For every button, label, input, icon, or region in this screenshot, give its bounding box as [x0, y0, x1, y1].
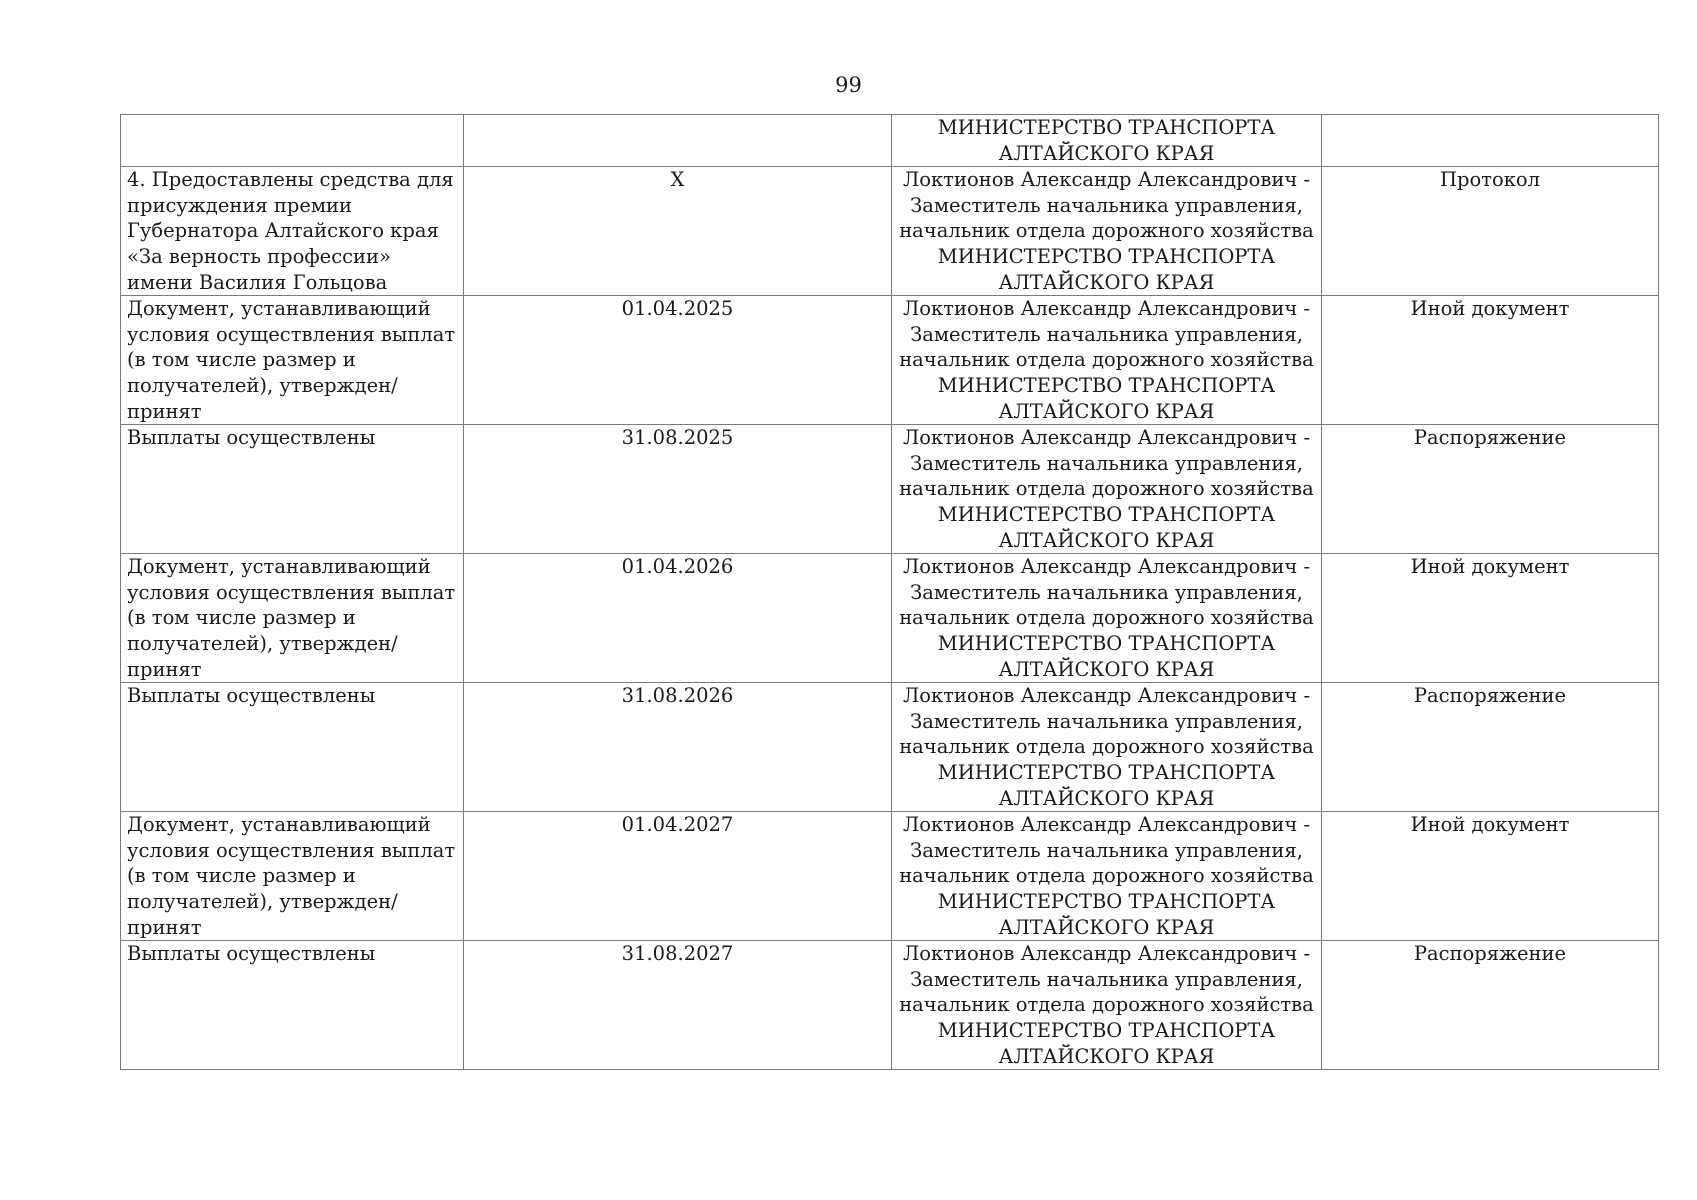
table-row	[121, 812, 1659, 941]
document-type-cell: Протокол	[1322, 167, 1659, 296]
date-cell: 31.08.2027	[464, 941, 892, 1070]
responsible-line: Локтионов Александр Александрович -	[902, 555, 1311, 579]
responsible-line: АЛТАЙСКОГО КРАЯ	[998, 657, 1215, 681]
date-cell: 01.04.2027	[464, 812, 892, 941]
date-cell: 01.04.2026	[464, 554, 892, 683]
responsible-line: МИНИСТЕРСТВО ТРАНСПОРТА	[937, 116, 1276, 139]
event-cell: Выплаты осуществлены	[121, 683, 464, 812]
event-cell: Документ, устанавливающий условия осуществления выплат (в том числе размер и получателей), утвержден/принят	[121, 296, 464, 425]
table-row	[121, 683, 1659, 812]
responsible-line: Локтионов Александр Александрович -	[902, 426, 1311, 450]
responsible-line: Заместитель начальника управления,	[910, 580, 1303, 604]
responsible-line: начальник отдела дорожного хозяйства	[899, 477, 1314, 501]
document-type-cell: Иной документ	[1322, 554, 1659, 683]
responsible-cell	[892, 683, 1322, 812]
responsible-line: начальник отдела дорожного хозяйства	[899, 993, 1314, 1017]
responsible-line: АЛТАЙСКОГО КРАЯ	[998, 915, 1215, 939]
responsible-line: МИНИСТЕРСТВО ТРАНСПОРТА	[937, 373, 1276, 397]
responsible-line: МИНИСТЕРСТВО ТРАНСПОРТА	[937, 502, 1276, 526]
document-type-cell	[1322, 115, 1659, 167]
responsible-line: Локтионов Александр Александрович -	[902, 297, 1311, 321]
responsible-cell	[892, 425, 1322, 554]
date-cell: 31.08.2026	[464, 683, 892, 812]
table-row	[121, 167, 1659, 296]
responsible-line: АЛТАЙСКОГО КРАЯ	[998, 786, 1215, 810]
responsible-line: МИНИСТЕРСТВО ТРАНСПОРТА	[937, 244, 1276, 268]
responsible-cell	[892, 941, 1322, 1070]
date-cell: X	[464, 167, 892, 296]
event-cell: Документ, устанавливающий условия осуществления выплат (в том числе размер и получателей), утвержден/принят	[121, 554, 464, 683]
table-row	[121, 115, 1659, 167]
responsible-line: МИНИСТЕРСТВО ТРАНСПОРТА	[937, 1018, 1276, 1042]
responsible-line: Заместитель начальника управления,	[910, 838, 1303, 862]
responsible-line: начальник отдела дорожного хозяйства	[899, 348, 1314, 372]
page-number: 99	[835, 73, 862, 97]
responsible-line: АЛТАЙСКОГО КРАЯ	[998, 528, 1215, 552]
event-cell: Выплаты осуществлены	[121, 941, 464, 1070]
table-row	[121, 941, 1659, 1070]
responsible-cell	[892, 554, 1322, 683]
responsible-line: Заместитель начальника управления,	[910, 322, 1303, 346]
responsible-line: начальник отдела дорожного хозяйства	[899, 864, 1314, 888]
responsible-line: МИНИСТЕРСТВО ТРАНСПОРТА	[937, 631, 1276, 655]
document-type-cell: Распоряжение	[1322, 941, 1659, 1070]
document-type-cell: Распоряжение	[1322, 683, 1659, 812]
event-cell: Документ, устанавливающий условия осуществления выплат (в том числе размер и получателей), утвержден/принят	[121, 812, 464, 941]
responsible-line: Заместитель начальника управления,	[910, 967, 1303, 991]
responsible-line: Заместитель начальника управления,	[910, 709, 1303, 733]
responsible-cell	[892, 115, 1322, 167]
date-cell	[464, 115, 892, 167]
responsible-line: начальник отдела дорожного хозяйства	[899, 606, 1314, 630]
responsible-line: Локтионов Александр Александрович -	[902, 168, 1311, 192]
responsible-line: АЛТАЙСКОГО КРАЯ	[998, 270, 1215, 294]
responsible-line: Локтионов Александр Александрович -	[902, 813, 1311, 837]
event-cell	[121, 115, 464, 167]
document-type-cell: Иной документ	[1322, 812, 1659, 941]
responsible-line: МИНИСТЕРСТВО ТРАНСПОРТА	[937, 760, 1276, 784]
responsible-line: АЛТАЙСКОГО КРАЯ	[998, 399, 1215, 423]
responsible-line: начальник отдела дорожного хозяйства	[899, 219, 1314, 243]
responsible-line: Заместитель начальника управления,	[910, 193, 1303, 217]
responsible-cell	[892, 296, 1322, 425]
event-cell: Выплаты осуществлены	[121, 425, 464, 554]
responsible-line: начальник отдела дорожного хозяйства	[899, 735, 1314, 759]
document-type-cell: Иной документ	[1322, 296, 1659, 425]
responsible-cell	[892, 167, 1322, 296]
table-row	[121, 554, 1659, 683]
responsible-line: АЛТАЙСКОГО КРАЯ	[998, 141, 1215, 165]
event-cell: 4. Предоставлены средства для присуждения премии Губернатора Алтайского края «За верность профессии» имени Василия Гольцова	[121, 167, 464, 296]
responsible-line: АЛТАЙСКОГО КРАЯ	[998, 1044, 1215, 1068]
responsible-line: Заместитель начальника управления,	[910, 451, 1303, 475]
document-type-cell: Распоряжение	[1322, 425, 1659, 554]
responsible-line: Локтионов Александр Александрович -	[902, 684, 1311, 708]
responsible-cell	[892, 812, 1322, 941]
responsible-line: Локтионов Александр Александрович -	[902, 942, 1311, 966]
table-row	[121, 296, 1659, 425]
table-row	[121, 425, 1659, 554]
responsible-line: МИНИСТЕРСТВО ТРАНСПОРТА	[937, 889, 1276, 913]
date-cell: 31.08.2025	[464, 425, 892, 554]
date-cell: 01.04.2025	[464, 296, 892, 425]
plan-table	[120, 114, 1659, 1070]
